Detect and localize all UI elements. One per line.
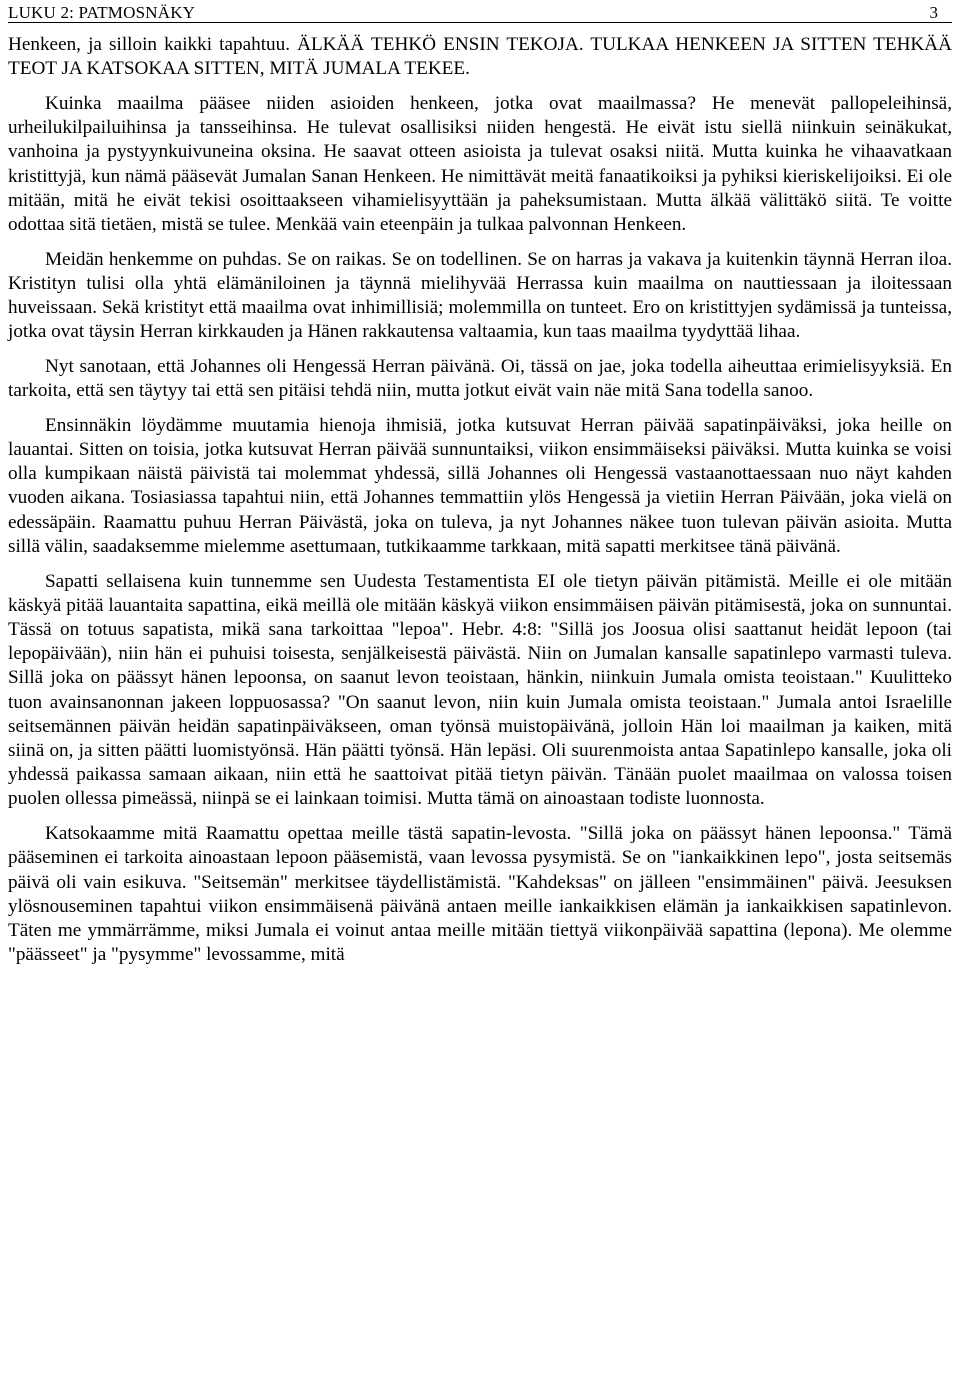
paragraph-6: Sapatti sellaisena kuin tunnemme sen Uudesta Testamentista EI ole tietyn päivän pitämistä. Meille ei ole mitään käskyä pitää lauantaita sapattina, eikä meillä ole mitään käskyä viikon ensimmäisen päivän pitämisestä, joka on sunnuntai. Tässä on totuus sapatista, mikä sana tarkoittaa "lepoa". Hebr. 4:8: "Sillä jos Joosua olisi saattanut heidät lepoon (tai lepopäivään), niin hän ei puhuisi toisesta, senjälkeisestä päivästä. Niin on Jumalan kansalle sapatinlepo varmasti tuleva. Sillä joka on päässyt hänen lepoonsa, on saanut levon teoistaan, hänkin, niinkuin Jumala omista teoistaan." Kuulitteko tuon avainsanonnan jakeen loppuosassa? "On saanut levon, niin kuin Jumala omista teoistaan." Jumala antoi Israelille seitsemännen päivän heidän sapatinpäiväkseen, oman työnsä muistopäivänä, jolloin Hän loi maailman ja kaiken, mitä siinä on, ja sitten päätti luomistyönsä. Hän päätti työnsä. Hän lepäsi. Oli suurenmoista antaa Sapatinlepo kansalle, joka oli yhdessä paikassa samaan aikaan, niin että he saattoivat pitää tietyn päivän. Tänään puolet maailmaa on valossa toisen puolen ollessa pimeässä, niinpä se ei lainkaan toimisi. Mutta tämä on ainoastaan todiste luonnosta.	[8, 570, 952, 810]
chapter-title: LUKU 2: PATMOSNÄKY	[8, 3, 196, 22]
document-page	[8, 0, 952, 978]
paragraph-2: Kuinka maailma pääsee niiden asioiden henkeen, jotka ovat maailmassa? He menevät pallopeleihinsä, urheilukilpailuihinsa ja tansseihinsa. He tulevat osallisiksi niiden hengestä. He eivät istu siellä niinkuin seinäkukat, vanhoina ja pystyynkuivuneina oksina. He saavat otteen asioista ja tulevat osaksi niitä. Mutta kuinka he vihaavatkaan kristittyjä, kun nämä pääsevät Jumalan Sanan Henkeen. He nimittävät meitä fanaatikoiksi ja pyhiksi kieriskelijoiksi. Ei ole mitään, mitä he eivät tekisi osoittaakseen vihamielisyyttään ja paheksumistaan. Mutta älkää välittäkö siitä. Te voitte odottaa sitä tietäen, mistä se tulee. Menkää vain eteenpäin ja tulkaa palvonnan Henkeen.	[8, 92, 952, 235]
body-text	[8, 33, 952, 967]
running-header	[8, 0, 952, 23]
paragraph-7: Katsokaamme mitä Raamattu opettaa meille tästä sapatin-levosta. "Sillä joka on päässyt hänen lepoonsa." Tämä pääseminen ei tarkoita ainoastaan lepoon pääsemistä, vaan levossa pysymistä. Se on "iankaikkinen lepo", josta seitsemäs päivä oli vain esikuva. "Seitsemän" merkitsee täydellistämistä. "Kahdeksas" on jälleen "ensimmäinen" päivä. Jeesuksen ylösnouseminen tapahtui viikon ensimmäisenä päivänä antaen meille iankaikkisen elämän ja iankaikkisen sapatinlevon. Täten me ymmärrämme, miksi Jumala ei voinut antaa meille mitään tiettyä viikonpäivää sapattina (lepona). Me olemme "päässeet" ja "pysymme" levossamme, mitä	[8, 823, 952, 966]
paragraph-4: Nyt sanotaan, että Johannes oli Hengessä Herran päivänä. Oi, tässä on jae, joka todella aiheuttaa erimielisyyksiä. En tarkoita, että sen täytyy tai että sen pitäisi tehdä niin, mutta jotkut eivät vain näe mitä Sana todella sanoo.	[8, 355, 952, 402]
paragraph-1: Henkeen, ja silloin kaikki tapahtuu. ÄLKÄÄ TEHKÖ ENSIN TEKOJA. TULKAA HENKEEN JA SITTEN TEHKÄÄ TEOT JA KATSOKAA SITTEN, MITÄ JUMALA TEKEE.	[8, 34, 952, 80]
paragraph-3: Meidän henkemme on puhdas. Se on raikas. Se on todellinen. Se on harras ja vakava ja kuitenkin täynnä Herran iloa. Kristityn tulisi olla yhtä elämäniloinen ja täynnä mielihyvää Herrassa kuin maailma on nauttiessaan ja iloitessaan huveissaan. Sekä kristityt että maailma ovat inhimillisiä; molemmilla on tunteet. Ero on kristittyjen sydämissä ja tunteissa, jotka ovat täysin Herran kirkkauden ja Hänen rakkautensa valtaamia, kun taas maailma tyydyttää lihaa.	[8, 248, 952, 343]
page-number: 3	[929, 3, 938, 22]
paragraph-5: Ensinnäkin löydämme muutamia hienoja ihmisiä, jotka kutsuvat Herran päivää sapatinpäiväksi, joka heille on lauantai. Sitten on toisia, jotka kutsuvat Herran päivää sunnuntaiksi, viikon ensimmäiseksi päiväksi. Mutta kuinka se voisi olla kumpikaan näistä päivistä tai molemmat yhdessä, sillä Johannes oli Hengessä vastaanottaessaan nuo näyt kahden vuoden aikana. Tosiasiassa tapahtui niin, että Johannes temmattiin ylös Hengessä ja vietiin Herran Päivään, joka vielä on edessäpäin. Raamattu puhuu Herran Päivästä, joka on tuleva, ja nyt Johannes näkee tuon tulevan päivän asioita. Mutta sillä välin, saadaksemme mielemme asettumaan, tutkikaamme tarkkaan, mitä sapatti merkitsee tänä päivänä.	[8, 414, 952, 557]
